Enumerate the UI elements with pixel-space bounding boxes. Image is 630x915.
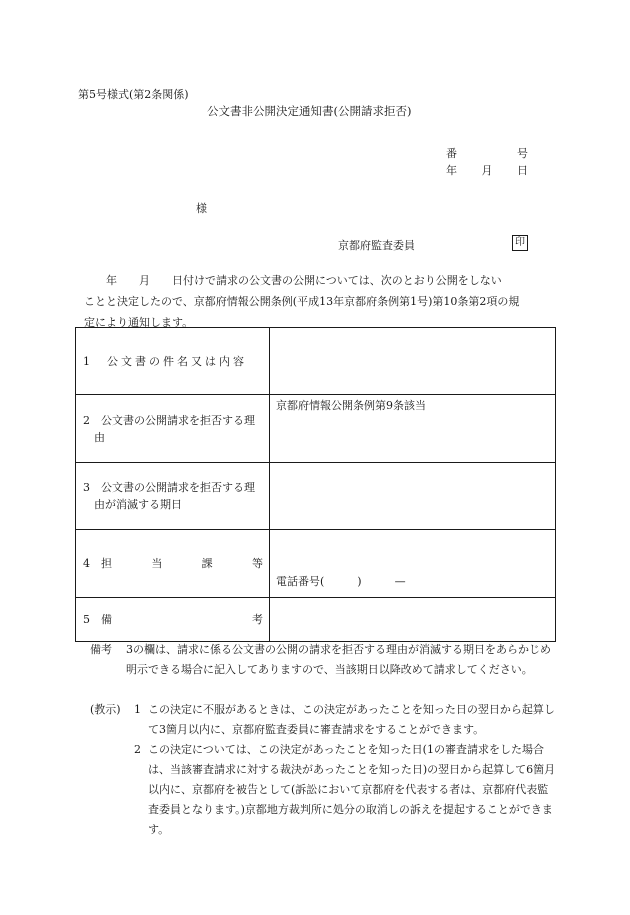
remarks-head: 備考	[90, 643, 112, 656]
intro-line-2: ことと決定したので、京都府情報公開条例(平成13年京都府条例第1号)第10条第2項の規	[84, 295, 520, 308]
addressee-suffix: 様	[196, 202, 207, 215]
row5-label-text	[83, 611, 263, 628]
table-row	[76, 463, 556, 530]
date-month: 月	[481, 164, 493, 177]
instruction-item-text: この決定に不服があるときは、この決定があったことを知った日の翌日から起算して3箇月以内に、京都府監査委員に審査請求をすることができます。	[148, 703, 555, 736]
row2-value-text: 京都府情報公開条例第9条該当	[276, 399, 426, 412]
document-title: 公文書非公開決定通知書(公開請求拒否)	[207, 104, 412, 118]
row4-label-part: 等	[251, 557, 263, 570]
remarks-section	[90, 640, 556, 680]
number-label-left: 番	[446, 147, 457, 160]
remarks-text: 3の欄は、請求に係る公文書の公開の請求を拒否する理由が消滅する期日をあらかじめ明示できる場合に記入してありますので、当該期日以降改めて請求してください。	[126, 643, 551, 676]
date-day: 日	[517, 164, 528, 177]
row4-label-text	[83, 555, 263, 572]
row5-label-part: 5 備	[83, 613, 112, 626]
row4-label-part: 4 担	[83, 557, 112, 570]
document-number-row	[446, 145, 528, 161]
intro-line-1: 年 月 日付けで請求の公文書の公開については、次のとおり公開をしない	[84, 274, 502, 287]
table-row	[76, 530, 556, 598]
table-row	[76, 598, 556, 642]
instruction-item	[134, 740, 556, 840]
decision-table	[75, 327, 556, 642]
date-year: 年	[446, 164, 457, 177]
instruction-head: (教示)	[90, 703, 121, 716]
intro-line-3: 定により通知します。	[84, 316, 194, 329]
row4-label-part: 当	[151, 557, 163, 570]
intro-paragraph	[84, 270, 554, 333]
row5-value	[270, 598, 556, 642]
instruction-item-number: 2	[134, 743, 141, 756]
row4-value	[270, 530, 556, 598]
row1-value	[270, 328, 556, 395]
seal-mark: 印	[512, 235, 528, 251]
row2-value	[270, 395, 556, 463]
instruction-item-text: この決定については、この決定があったことを知った日(1の審査請求をした場合は、当該審査請求に対する裁決があったことを知った日)の翌日から起算して6箇月以内に、京都府を被告として(訴訟において京都府を代表する者は、京都府代表監査委員となります。)京都地方裁判所に処分の取消しの訴えを提起することができます。	[148, 743, 556, 836]
phone-number-line: 電話番号( ) —	[276, 575, 406, 588]
row2-label	[76, 395, 270, 463]
row1-label	[76, 328, 270, 395]
table-row	[76, 395, 556, 463]
row2-label-text: 2 公文書の公開請求を拒否する理由	[83, 413, 255, 444]
instruction-item-number: 1	[134, 703, 141, 716]
row4-label	[76, 530, 270, 598]
row3-value	[270, 463, 556, 530]
row5-label	[76, 598, 270, 642]
row3-label	[76, 463, 270, 530]
row5-label-part: 考	[252, 613, 263, 626]
document-date-row	[446, 162, 528, 178]
number-label-right: 号	[517, 147, 528, 160]
row1-label-text: 1 公文書の件名又は内容	[83, 354, 247, 368]
row4-label-part: 課	[201, 557, 213, 570]
table-row	[76, 328, 556, 395]
form-number-label: 第5号様式(第2条関係)	[78, 88, 189, 101]
instruction-item	[134, 700, 556, 740]
instruction-section	[90, 700, 556, 840]
row3-label-text: 3 公文書の公開請求を拒否する理由が消滅する期日	[83, 481, 255, 511]
sender-name: 京都府監査委員	[338, 239, 415, 252]
